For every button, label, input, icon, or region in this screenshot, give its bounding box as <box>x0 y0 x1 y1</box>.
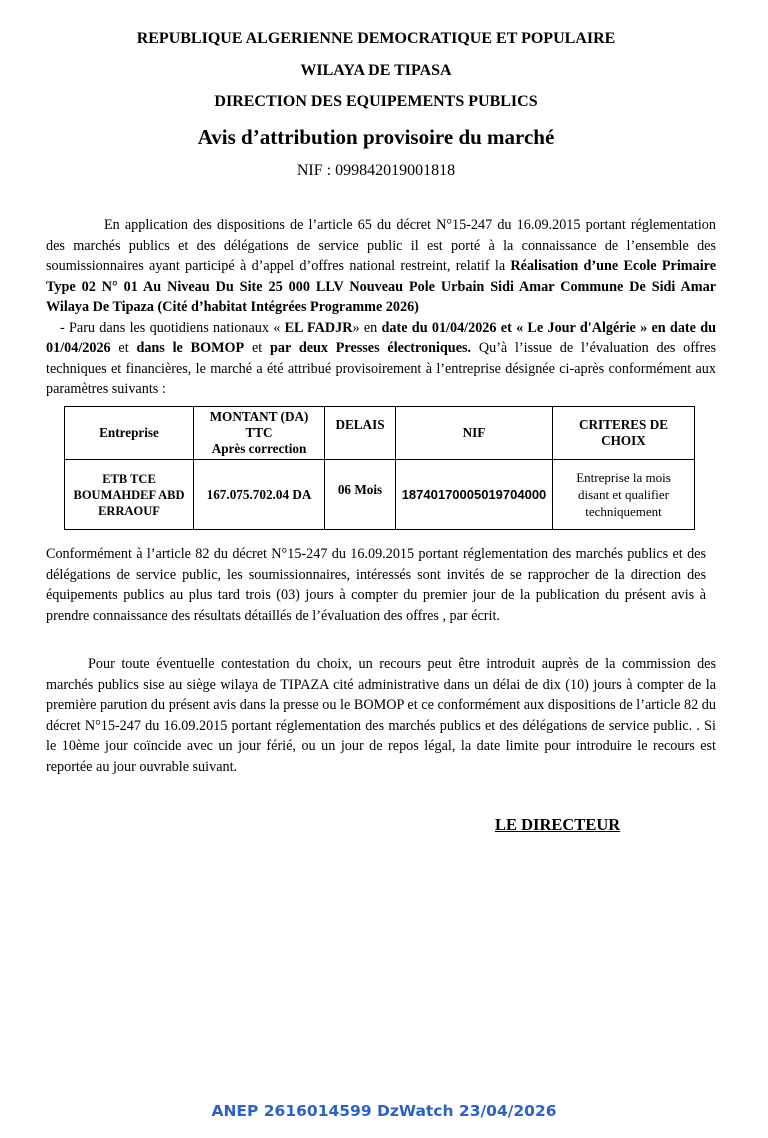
entreprise-line2: BOUMAHDEF ABD <box>73 487 185 502</box>
header-delais: DELAIS <box>325 407 396 460</box>
header-criteres <box>553 407 695 460</box>
footer-reference: ANEP 2616014599 DzWatch 23/04/2026 <box>211 1102 557 1120</box>
publication-text-4: et <box>244 340 271 356</box>
header-entreprise: Entreprise <box>65 407 194 460</box>
attribution-table <box>64 406 695 530</box>
bomop-text: dans le BOMOP <box>136 340 245 356</box>
publication-dates: date du 01/04/2026 et « Le Jour d'Algérie » en date du 01/04/2026 <box>46 319 716 356</box>
criteres-line3: techniquement <box>585 504 662 519</box>
entreprise-line1: ETB TCE <box>102 471 156 486</box>
paragraph-intro <box>46 215 716 400</box>
cell-montant: 167.075.702.04 DA <box>194 460 325 530</box>
header-criteres-line2: CHOIX <box>601 433 646 448</box>
newspaper-name: EL FADJR <box>284 319 353 336</box>
publication-text-3: et <box>110 340 137 356</box>
header-nif: NIF <box>396 407 553 460</box>
header-criteres-line1: CRITERES DE <box>578 417 669 432</box>
criteres-line2: disant et qualifier <box>578 487 669 502</box>
header-montant-line1: MONTANT (DA) <box>209 409 309 424</box>
document-title: Avis d’attribution provisoire du marché <box>197 125 555 149</box>
project-title: Réalisation d’une Ecole Primaire Type 02 N° 01 Au Niveau Du Site 25 000 LLV Nouveau Pole Urbain Sidi Amar Commune De Sidi Amar Wilaya De Tipaza (Cité d’habitat Intégrées Programme 2026) <box>46 258 716 315</box>
cell-entreprise <box>65 460 194 530</box>
header-montant <box>194 407 325 460</box>
intro-text: En application des dispositions de l’article 65 du décret N°15-247 du 16.09.2015 portant réglementation des marchés publics et des délégations de service public il est porté à la connaissance de l’ensemble des soumissionnaires ayant participé à d’appel d’offres national restreint, relatif la <box>46 217 716 274</box>
header-montant-line2: TTC <box>245 425 273 440</box>
header-wilaya: WILAYA DE TIPASA <box>300 62 452 79</box>
publication-text: - Paru dans les quotidiens nationaux « <box>60 319 285 336</box>
header-montant-line3: Après correction <box>211 441 307 456</box>
cell-criteres <box>553 460 695 530</box>
electronic-press-text: par deux Presses électroniques. <box>270 340 472 356</box>
entreprise-line3: ERRAOUF <box>98 503 160 518</box>
header-nif: NIF : 099842019001818 <box>296 162 456 179</box>
signature-director: LE DIRECTEUR <box>495 815 621 834</box>
paragraph-recours <box>46 654 716 777</box>
attribution-text: Qu’à l’issue de l’évaluation des offres techniques et financières, le marché a été attribué provisoirement à l’entreprise désignée ci-après conformément aux paramètres suivants : <box>46 340 717 397</box>
header-direction: DIRECTION DES EQUIPEMENTS PUBLICS <box>214 93 538 110</box>
table-header-row <box>65 407 695 460</box>
paragraph-consultation: Conformément à l’article 82 du décret N°15-247 du 16.09.2015 portant réglementation des marchés publics et des délégations de service public, les soumissionnaires, intéressés sont invités de se rapprocher de la direction des équipements publics au plus tard trois (03) jours à compter du premier jour de la publication du présent avis à prendre connaissance des résultats détaillés de l’évaluation des offres , par écrit. <box>46 546 706 624</box>
publication-text-2: » en <box>352 319 382 336</box>
table-row <box>65 460 695 530</box>
cell-delais: 06 Mois <box>325 460 396 530</box>
recours-text: Pour toute éventuelle contestation du choix, un recours peut être introduit auprès de la commission des marchés publics sise au siège wilaya de TIPAZA cité administrative dans un délai de dix (10) jours à compter de la première parution du présent avis dans la presse ou le BOMOP et ce conformément aux dispositions de l’article 82 du décret N°15-247 du 16.09.2015 portant réglementation des marchés publics et des délégations de service public. . Si le 10ème jour coïncide avec un jour férié, ou un jour de repos légal, la date limite pour introduire le recours est reportée au jour ouvrable suivant. <box>46 656 716 775</box>
header-republic: REPUBLIQUE ALGERIENNE DEMOCRATIQUE ET POPULAIRE <box>136 30 616 47</box>
cell-nif: 1874017000501970400​0 <box>396 460 553 530</box>
criteres-line1: Entreprise la mois <box>576 470 671 485</box>
